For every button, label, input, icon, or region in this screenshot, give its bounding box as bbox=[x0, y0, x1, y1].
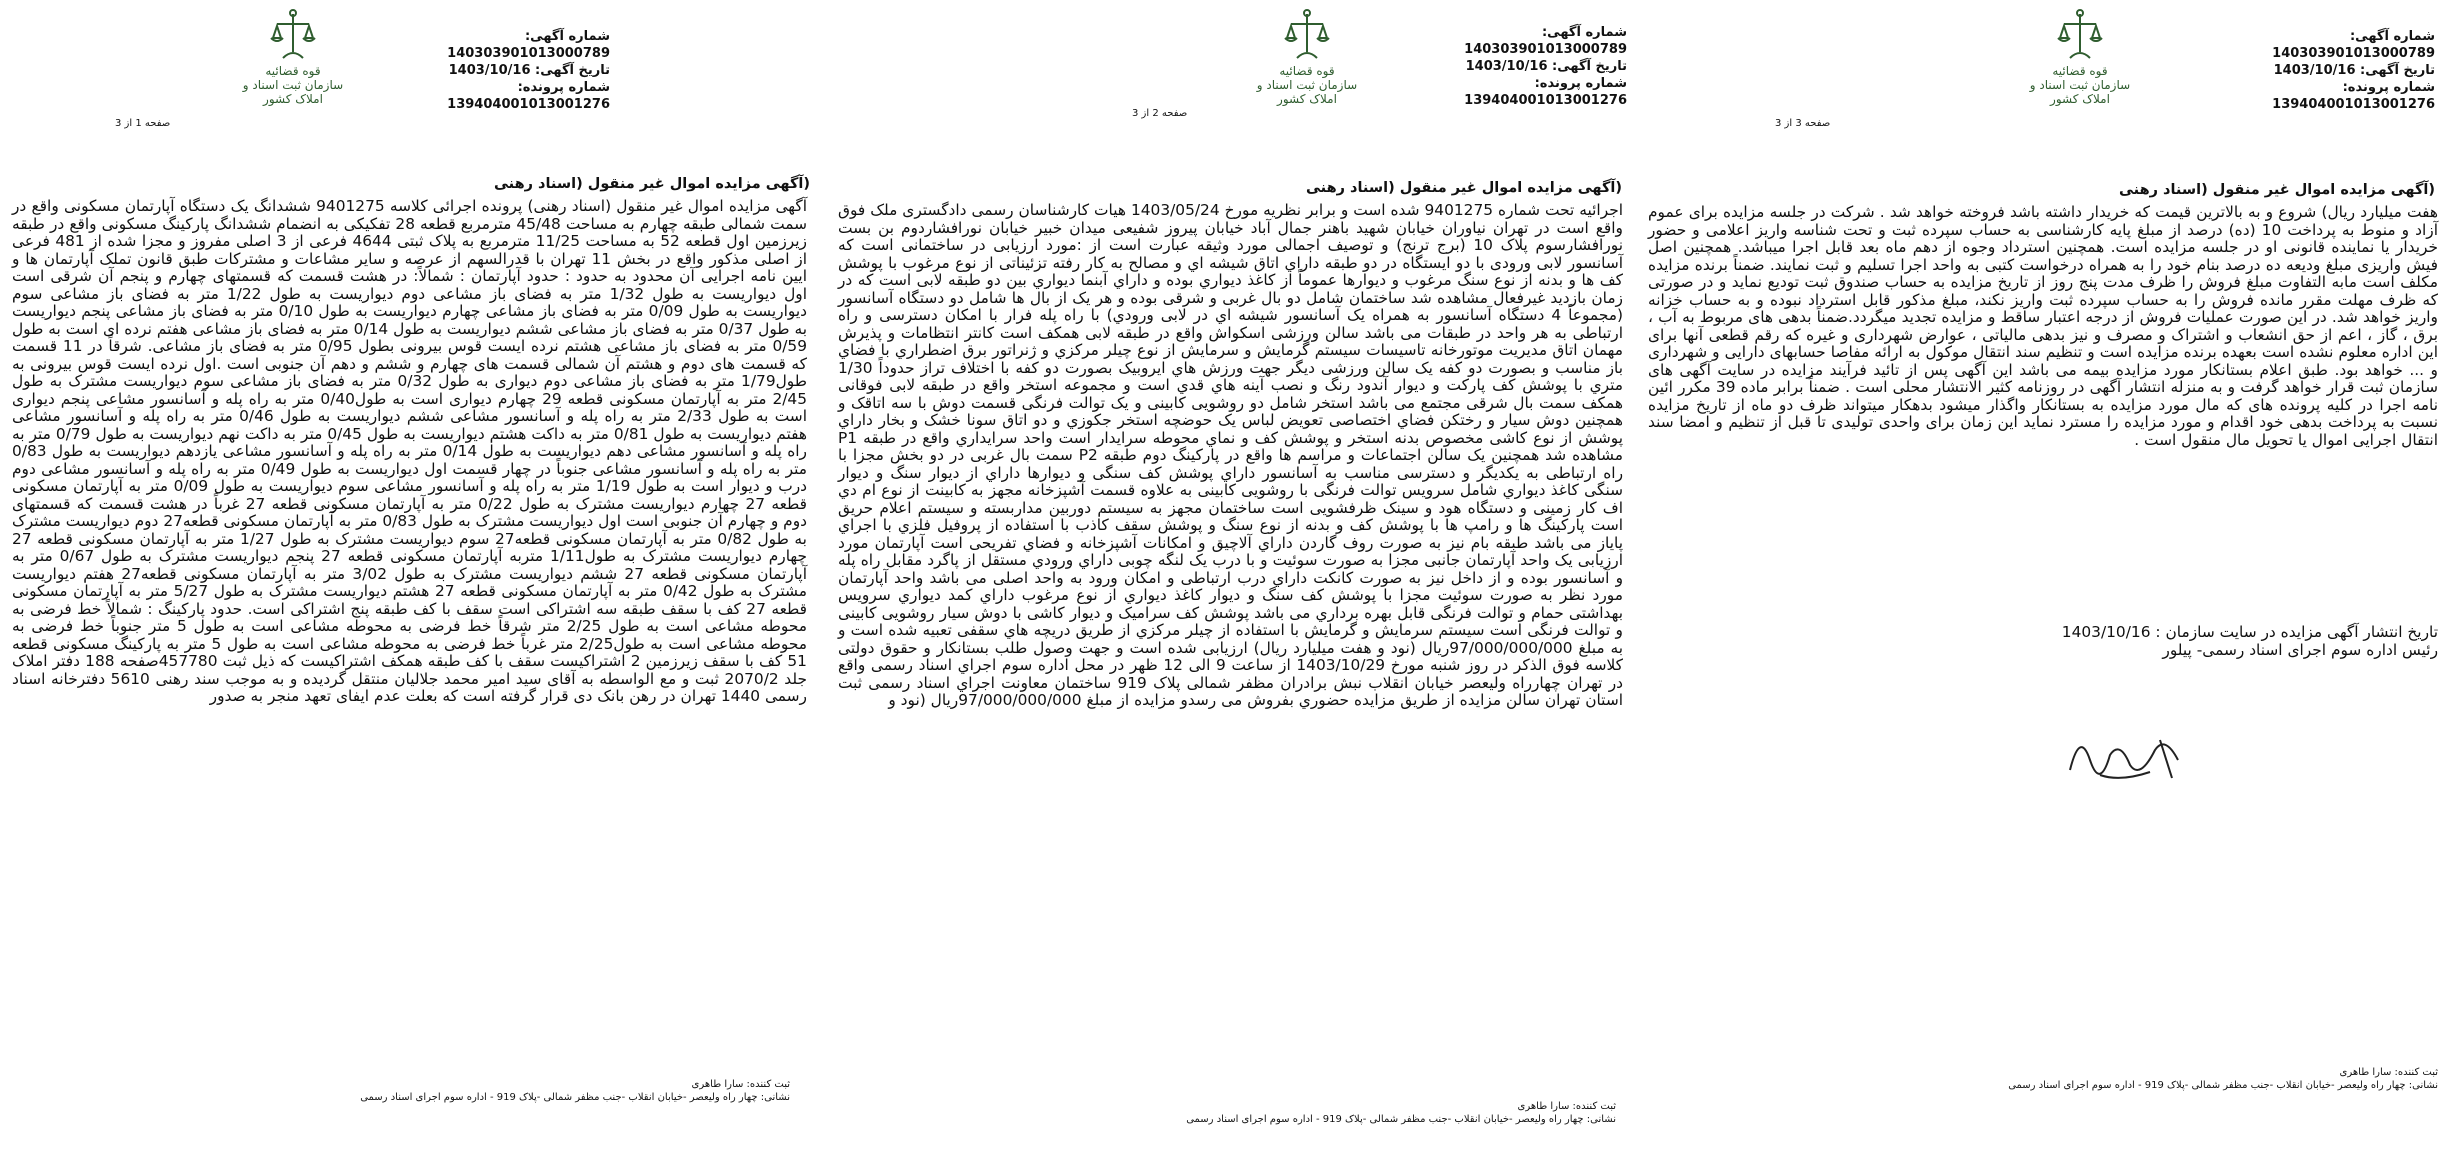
scales-of-justice-icon bbox=[269, 8, 317, 64]
judiciary-emblem bbox=[2015, 8, 2145, 106]
registrar-line: ثبت کننده: سارا طاهری bbox=[691, 1079, 790, 1090]
notice-footer bbox=[836, 1100, 1616, 1126]
case-number: 139404001013001276 bbox=[447, 97, 610, 112]
ad-number-label: شماره آگهی: bbox=[524, 29, 610, 44]
ad-date: 1403/10/16 bbox=[2273, 63, 2356, 78]
case-number-label: شماره پرونده: bbox=[2342, 80, 2435, 95]
case-number-label: شماره پرونده: bbox=[517, 80, 610, 95]
notice-title: (آگهی مزایده اموال غیر منقول (اسناد رهنی bbox=[494, 176, 810, 192]
ad-date-label: تاریخ آگهی: bbox=[535, 63, 610, 78]
scales-of-justice-icon bbox=[2056, 8, 2104, 64]
address-line: نشانی: چهار راه ولیعصر -خیابان انقلاب -جنب مظفر شمالی -پلاک 919 - اداره سوم اجرای اسناد رسمی bbox=[2008, 1080, 2438, 1091]
publish-date-line: تاریخ انتشار آگهی مزایده در سایت سازمان : 1403/10/16 bbox=[2061, 623, 2438, 641]
notice-page-1 bbox=[0, 0, 820, 1175]
page-number: صفحه 3 از 3 bbox=[1775, 118, 1831, 129]
scales-of-justice-icon bbox=[1283, 8, 1331, 64]
registrar-line: ثبت کننده: سارا طاهری bbox=[2339, 1067, 2438, 1078]
ad-date: 1403/10/16 bbox=[1465, 59, 1548, 74]
registration-org-label: سازمان ثبت اسناد و املاک کشور bbox=[2029, 78, 2131, 106]
registration-org-label: سازمان ثبت اسناد و املاک کشور bbox=[242, 78, 344, 106]
office-head-line: رئیس اداره سوم اجرای اسناد رسمی- پیلور bbox=[2162, 641, 2438, 659]
ad-number: 140303901013000789 bbox=[447, 46, 610, 61]
case-number: 139404001013001276 bbox=[1464, 93, 1627, 108]
notice-body: آگهی مزایده اموال غیر منقول (اسناد رهنی) پرونده اجرائی کلاسه 9401275 ششدانگ یک دستگاه آپارتمان مسکونی واقع در سمت شمالی طبقه چهارم به مساحت 45/48 مترمربع قطعه 28 تفکیکی به انضمام ششدانگ پارکینگ مسکونی واقع در طبقه زیرزمین اول قطعه 52 به مساحت 11/25 مترمربع به پلاک ثبتی 4644 فرعی از 3 اصلی مفروز و مجزا شده از 481 فرعی از اصلی مذکور واقع در بخش 11 تهران با قدرالسهم از عرصه و سایر مشاعات و مشترکات طبق قانون تملک آپارتمان ها و ایین نامه اجرایی آن محدود به حدود : حدود آپارتمان : شمالاً: در هشت قسمت که قسمتهای چهارم و پنجم آن شرقی است اول دیواریست به طول 1/32 متر به فضای باز مشاعی دوم دیواریست به طول 1/22 متر به فضای باز مشاعی سوم دیواریست به طول 0/09 متر به فضای باز مشاعی چهارم دیواریست به طول 0/10 متر به فضای باز مشاعی پنجم دیواریست به طول 0/37 متر به فضای باز مشاعی ششم دیواریست به طول 0/14 متر به فضای باز مشاعی هفتم نرده ای است به طول 0/59 متر به فضای باز مشاعی هشتم نرده ایست قوس بیرونی بطول 0/95 متر به فضای باز مشاعی. شرقاً در 11 قسمت که قسمت های دوم و هشتم آن شمالی قسمت های چهارم و ششم و دهم آن جنوبی است .اول نرده ایست قوس بیرونی به طول1/79 متر به فضای باز مشاعی دوم دیواری به طول 0/32 متر به فضای باز مشاعی سوم دیواریست مشترک به طول 2/45 متر به آپارتمان مسکونی قطعه 29 چهارم دیواری است به طول0/40 متر به راه پله و آسانسور مشاعی پنجم دیواری است به طول 2/33 متر به راه پله و آسانسور مشاعی ششم دیواریست به طول 0/46 متر به راه پله و آسانسور مشاعی هفتم دیواریست به طول 0/81 متر به داکت هشتم دیواریست به طول 0/45 متر به داکت نهم دیواریست به طول 0/79 متر به راه پله و آسانسور مشاعی دهم دیواریست به طول 0/14 متر به راه پله و آسانسور مشاعی یازدهم دیواریست به طول 0/83 متر به راه پله و آسانسور مشاعی جنوباً در چهار قسمت اول دیواریست به طول 0/49 متر به راه پله و آسانسور مشاعی دوم درب و دیوار است به طول 1/19 متر به راه پله و آسانسور مشاعی سوم دیواریست به طول 0/09 متر به آپارتمان مسکونی قطعه 27 چهارم دیواریست مشترک به طول 0/22 متر به آپارتمان مسکونی قطعه 27 غرباً در هشت قسمت که قسمتهای دوم و چهارم آن جنوبی است اول دیواریست مشترک به طول 0/83 متر به آپارتمان مسکونی قطعه27 دوم دیواریست مشترک به طول 0/82 متر به آپارتمان مسکونی قطعه27 سوم دیواریست مشترک به طول 1/27 متر به آپارتمان مسکونی قطعه 27 چهارم دیواریست مشترک به طول1/11 متربه آپارتمان مسکونی قطعه 27 پنجم دیواریست مشترک به طول 0/67 متر به آپارتمان مسکونی قطعه 27 ششم دیواریست مشترک به طول 3/02 متر به آپارتمان مسکونی قطعه27 هفتم دیواریست مشترک به طول 0/42 متر به آپارتمان مسکونی قطعه 27 هشتم دیواریست مشترک به طول 5/27 متر به آپارتمان مسکونی قطعه 27 کف با سقف طبقه سه اشتراکی است سقف با کف طبقه پنج اشتراکی است. حدود پارکینگ : شمالاً خط فرضی به محوطه مشاعی است به طول 2/25 متر شرقاً خط فرضی به محوطه مشاعی است به طول 5 متر جنوباً خط فرضی به محوطه مشاعی است به طول2/25 متر غرباً خط فرضی به محوطه مشاعی است به طول 5 متر به پارکینگ مسکونی قطعه 51 کف با سقف زیرزمین 2 اشتراکیست سقف با کف طبقه همکف اشتراکیست که ذیل ثبت 457780صفحه 188 دفتر املاک جلد 2070/2 ثبت و مع الواسطه به آقای سید امیر محمد جلالیان منتقل گردیده و به موجب سند رهنی 5610 دفترخانه اسناد رسمی 1440 تهران در رهن بانک دی قرار گرفته است که بعلت عدم ایفای تعهد منجر به صدور bbox=[12, 197, 808, 705]
case-number-label: شماره پرونده: bbox=[1534, 76, 1627, 91]
judiciary-emblem bbox=[228, 8, 358, 106]
ad-meta bbox=[2185, 28, 2435, 113]
notice-footer bbox=[1648, 1066, 2438, 1092]
ad-date-label: تاریخ آگهی: bbox=[1552, 59, 1627, 74]
judiciary-label: قوه قضائیه bbox=[2052, 64, 2108, 78]
signature-icon bbox=[2060, 720, 2190, 790]
address-line: نشانی: چهار راه ولیعصر -خیابان انقلاب -جنب مظفر شمالی -پلاک 919 - اداره سوم اجرای اسناد رسمی bbox=[1186, 1114, 1616, 1125]
ad-number: 140303901013000789 bbox=[2272, 46, 2435, 61]
case-number: 139404001013001276 bbox=[2272, 97, 2435, 112]
ad-number: 140303901013000789 bbox=[1464, 42, 1627, 57]
notice-page-2 bbox=[832, 0, 1632, 1175]
ad-date: 1403/10/16 bbox=[448, 63, 531, 78]
judiciary-label: قوه قضائیه bbox=[265, 64, 321, 78]
ad-number-label: شماره آگهی: bbox=[2349, 29, 2435, 44]
registrar-line: ثبت کننده: سارا طاهری bbox=[1517, 1101, 1616, 1112]
notice-title: (آگهی مزایده اموال غیر منقول (اسناد رهنی bbox=[2119, 182, 2435, 198]
judiciary-label: قوه قضائیه bbox=[1279, 64, 1335, 78]
ad-meta bbox=[1377, 24, 1627, 109]
ad-date-label: تاریخ آگهی: bbox=[2360, 63, 2435, 78]
registration-org-label: سازمان ثبت اسناد و املاک کشور bbox=[1256, 78, 1358, 106]
notice-body: اجرائیه تحت شماره 9401275 شده است و برابر نظریه مورخ 1403/05/24 هیات کارشناسان رسمی دادگستری ملک فوق واقع است در تهران نیاوران خیابان شهید باهنر جمال آباد خیابان پیروز شفیعی میدان خبیر خیابان نورافشاردوم بن بست نورافشارسوم پلاک 10 (برج ترنج) و توصیف اجمالی مورد وثیقه عبارت است از :مورد ارزیابی در ساختمانی است که آسانسور لابی ورودی با دو ایستگاه در دو طبقه داراي اتاق شیشه اي و مصالح به کار رفته تزئیناتی از نوع مرغوب با پوشش کف ها و بدنه از نوع سنگ مرغوب و دیوارها عموماً از کاغذ دیواري بوده و داراي آبنما دیواري بین دو طبقه لابی است که در زمان بازدید غیرفعال مشاهده شد ساختمان شامل دو بال غربی و شرقی بوده و هر یک از بال ها شامل دو دستگاه آسانسور (مجموعاً 4 دستگاه آسانسور به همراه یک آسانسور شیشه اي در لابی ورودي) با راه پله فرار با امکان دسترسی و راه ارتباطی به هر واحد در طبقات می باشد سالن ورزشی اسکواش واقع در طبقه لابی همکف است کانتر انتظامات و پذیرش مهمان اتاق مدیریت موتورخانه تاسیسات سیستم گرمایش و سرمایش از نوع چیلر مرکزي و ژنراتور برق اضطراري با فضاي باز مناسب و بصورت دو کفه یک سالن ورزشی دیگر جهت ورزش هاي ایروبیک بصورت دو کفه با اختلاف تراز حدوداً 1/30 متري با پوشش کف پارکت و دیوار آندود رنگ و نصب آینه هاي قدي است و مجموعه استخر واقع در طبقه لابی فوقانی همکف سمت بال شرقی مجتمع می باشد استخر شامل دو روشویی کابینی و یک توالت فرنگی قسمت دوش با سه اتاقک و همچنین دوش سیار و رختکن فضاي اختصاصی تعویض لباس یک حوضچه استخر جکوزي و دو اتاق سونا خشک و بخار داراي پوشش از نوع کاشی مخصوص بدنه استخر و پوشش کف و نماي محوطه سرایدار است واحد سرایداري واقع در طبقه P1 مشاهده شد همچنین یک سالن اجتماعات و مراسم ها واقع در پارکینگ دوم طبقه P2 سمت بال غربی در دو بخش مجزا با راه ارتباطی به یکدیگر و دسترسی مناسب به آسانسور داراي پوشش کف سنگی و دیوارها داراي از دیوار سنگ و دیوار سنگی کاغذ دیواري شامل سرویس توالت فرنگی با روشویی کابینی به علاوه قسمت آشپزخانه مجهز به کابینت از نوع ام دي اف کار زمینی و دستگاه هود و سینک ظرفشویی است ساختمان مجهز به سیستم دوربین مداربسته و سیستم اعلام حریق است پارکینگ ها و رامپ ها با پوشش کف و بدنه از نوع سنگ و پوشش سقف کاذب با استفاده از پروفیل فلزي با اجراي پایاز می باشد طبقه بام نیز به صورت روف گاردن داراي آلاچیق و امکانات آشپزخانه و فضاي تفریحی است آپارتمان مورد ارزیابی یک واحد آپارتمان جانبی مجزا به صورت سوئیت و با درب یک لنگه چوبی داراي ورودي مستقل از پاگرد مقابل راه پله و آسانسور بوده و از داخل نیز به صورت کانکت داراي درب ارتباطی و امکان ورود به واحد اصلی می باشد واحد آپارتمان مورد نظر به صورت سوئیت مجزا با پوشش کف سنگ و دیوار کاغذ دیواري از نوع مرغوب داراي کمد دیواري سرویس بهداشتی حمام و توالت فرنگی قابل بهره برداري می باشد پوشش کف سرامیک و دیوار کاشی با دوش سیار روشویی کابینی و توالت فرنگی است سیستم سرمایش و گرمایش با استفاده از چیلر مرکزي از طریق دریچه هاي سقفی تعبیه شده است و به مبلغ 97/000/000/000ریال (نود و هفت میلیارد ریال) ارزیابی شده است و جهت وصول طلب بستانکار و حقوق دولتی کلاسه فوق الذکر در روز شنبه مورخ 1403/10/29 از ساعت 9 الی 12 ظهر در محل اداره سوم اجراي اسناد رسمی واقع در تهران چهارراه ولیعصر خیابان انقلاب نبش برادران مظفر شمالی پلاک 919 ساختمان معاونت اجراي اسناد رسمی ثبت استان تهران سالن مزایده از طریق مزایده حضوري بفروش می رسدو مزایده از مبلغ 97/000/000/000ریال (نود و bbox=[838, 201, 1624, 709]
notice-body: هفت میلیارد ریال) شروع و به بالاترین قیمت که خریدار داشته باشد فروخته خواهد شد . شرکت در جلسه مزایده برای عموم آزاد و منوط به پرداخت 10 (ده) درصد از مبلغ پایه کارشناسی به حساب سپرده ثبت و تحت شناسه واریز اعلامی و حضور خریدار یا نماینده قانونی او در جلسه مزایده است. همچنین استرداد وجوه از دهم ماه بعد قابل اجرا میباشد. همچنین اصل فیش واریزی مبلغ ودیعه ده درصد بنام خود را به همراه درخواست کتبی به واحد اجرا تسلیم و ثبت نمایند. ضمناً برنده مزایده مکلف است مابه التفاوت مبلغ فروش را ظرف مدت پنج روز از تاریخ مزایده به حساب صندوق ثبت تودیع نماید و در صورتی که ظرف مهلت مقرر مانده فروش را به حساب سپرده ثبت واریز نکند، مبلغ مذکور قابل استرداد نبوده و به حساب خزانه واریز خواهد شد. در این صورت عملیات فروش از درجه اعتبار ساقط و مزایده تجدید میگردد.ضمناً بدهی های مربوط به آب ، برق ، گاز ، اعم از حق انشعاب و اشتراک و مصرف و نیز بدهی مالیاتی ، عوارض شهرداری و غیره که رقم قطعی آنها برای این اداره معلوم نشده است بعهده برنده مزایده است و تنظیم سند انتقال موکول به ارائه مفاصا حسابهای دارایی و شهرداری و ... خواهد بود. طبق اعلام بستانکار مورد مزایده بیمه می باشد این آگهی پس از تائید فرآیند مزایده در سایت آگهی های سازمان ثبت قرار خواهد گرفت و به منزله انتشار آگهی در روزنامه کثیر الانتشار محلی است . ضمناً برابر ماده 39 مکرر ائین نامه اجرا در کلیه پرونده های که مال مورد مزایده به بستانکار واگذار میشود بدهکار میتواند ظرف دو ماه از تاریخ مزایده نسبت به پرداخت بدهی خود اقدام و مورد مزایده را مسترد نماید این زمان برای واحدی تولیدی تا قبل از تنظیم و امضا سند انتقال اجرایی اموال یا تحویل مال منقول است . bbox=[1648, 203, 2439, 449]
notice-title: (آگهی مزایده اموال غیر منقول (اسناد رهنی bbox=[1306, 180, 1622, 196]
notice-page-3 bbox=[1640, 0, 2447, 1175]
notice-footer bbox=[10, 1078, 790, 1104]
address-line: نشانی: چهار راه ولیعصر -خیابان انقلاب -جنب مظفر شمالی -پلاک 919 - اداره سوم اجرای اسناد رسمی bbox=[360, 1092, 790, 1103]
judiciary-emblem bbox=[1242, 8, 1372, 106]
page-number: صفحه 2 از 3 bbox=[1132, 108, 1188, 119]
ad-number-label: شماره آگهی: bbox=[1541, 25, 1627, 40]
page-number: صفحه 1 از 3 bbox=[115, 118, 171, 129]
ad-meta bbox=[360, 28, 610, 113]
